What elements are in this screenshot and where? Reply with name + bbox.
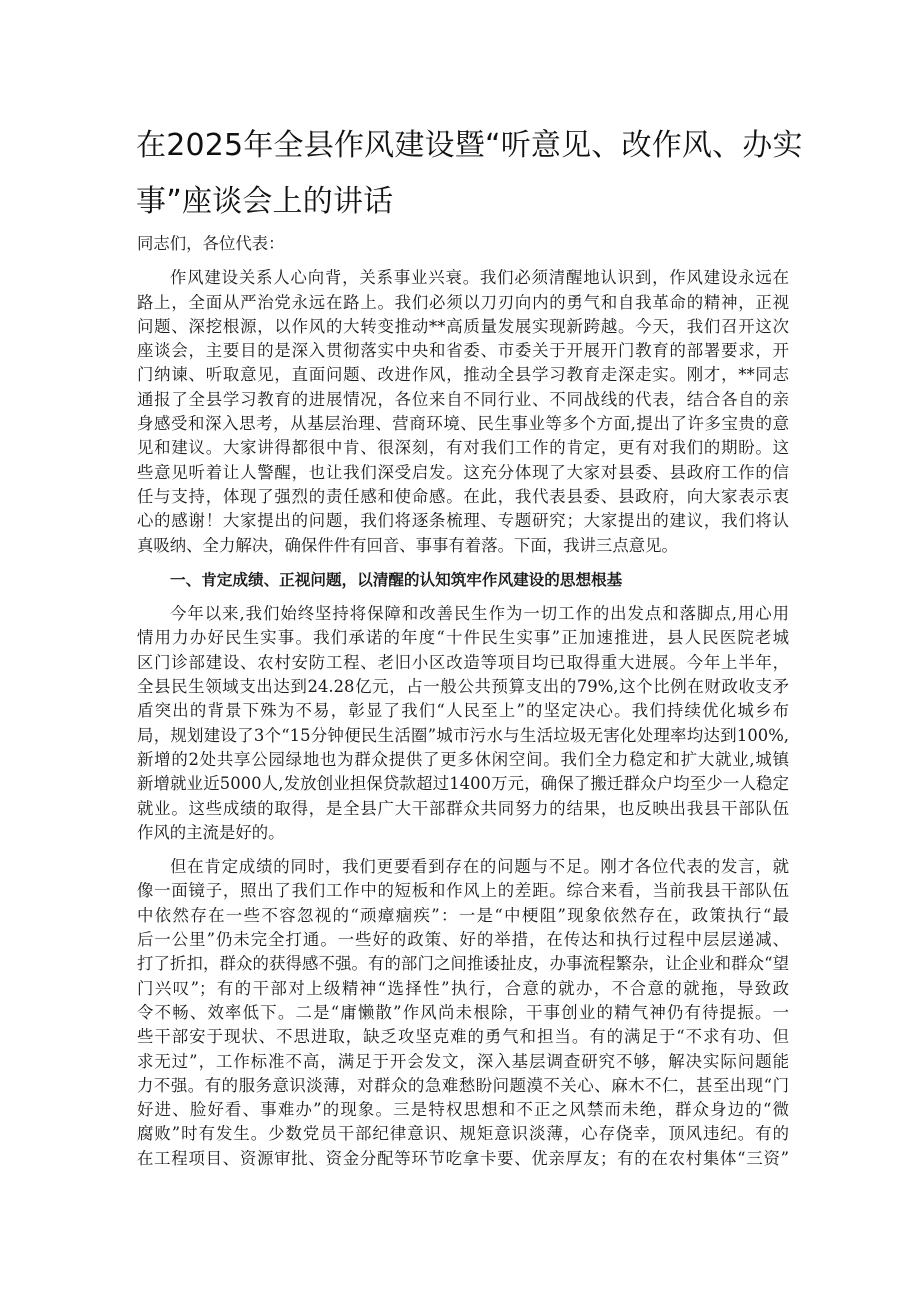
text-line: 门兴叹”；有的干部对上级精神“选择性”执行，合意的就办，不合意的就拖，导致政 bbox=[137, 978, 789, 998]
text-line: 新增的2处共享公园绿地也为群众提供了更多休闲空间。我们全力稳定和扩大就业,城镇 bbox=[137, 749, 789, 769]
paragraph-problems bbox=[137, 855, 789, 1171]
document-title bbox=[136, 118, 803, 230]
text-line: 些意见听着让人警醒，也让我们深受启发。这充分体现了大家对县委、县政府工作的信 bbox=[137, 462, 789, 482]
text-line: 身感受和深入思考，从基层治理、营商环境、民生事业等多个方面,提出了许多宝贵的意 bbox=[137, 414, 789, 434]
title-line: 事”座谈会上的讲话 bbox=[136, 184, 394, 219]
text-line: 新增就业近5000人,发放创业担保贷款超过1400万元，确保了搬迁群众户均至少一人稳定 bbox=[137, 774, 789, 794]
text-line: 路上，全面从严治党永远在路上。我们必须以刀刃向内的勇气和自我革命的精神，正视 bbox=[137, 292, 789, 312]
text-line: 好进、脸好看、事难办”的现象。三是特权思想和不正之风禁而未绝，群众身边的“微 bbox=[137, 1100, 789, 1120]
text-line: 盾突出的背景下殊为不易，彰显了我们“人民至上”的坚定决心。我们持续优化城乡布 bbox=[137, 701, 789, 721]
text-line: 在工程项目、资源审批、资金分配等环节吃拿卡要、优亲厚友；有的在农村集体“三资” bbox=[137, 1148, 789, 1168]
text-line: 作风建设关系人心向背，关系事业兴衰。我们必须清醒地认识到，作风建设永远在 bbox=[170, 268, 789, 288]
text-line: 力不强。有的服务意识淡薄，对群众的急难愁盼问题漠不关心、麻木不仁，甚至出现“门 bbox=[137, 1075, 789, 1095]
document-body bbox=[137, 232, 789, 1171]
text-line: 区门诊部建设、农村安防工程、老旧小区改造等项目均已取得重大进展。今年上半年， bbox=[137, 652, 789, 672]
text-line: 求无过”，工作标准不高，满足于开会发文，深入基层调查研究不够，解决实际问题能 bbox=[137, 1051, 789, 1071]
text-line: 些干部安于现状、不思进取，缺乏攻坚克难的勇气和担当。有的满足于“不求有功、但 bbox=[137, 1027, 789, 1047]
text-line: 见和建议。大家讲得都很中肯、很深刻，有对我们工作的肯定，更有对我们的期盼。这 bbox=[137, 438, 789, 458]
text-line: 后一公里”仍未完全打通。一些好的政策、好的举措，在传达和执行过程中层层递减、 bbox=[137, 930, 789, 950]
text-line: 心的感谢！大家提出的问题，我们将逐条梳理、专题研究；大家提出的建议，我们将认 bbox=[137, 511, 789, 531]
paragraph-achievements bbox=[137, 602, 789, 845]
text-line: 通报了全县学习教育的进展情况，各位来自不同行业、不同战线的代表，结合各自的亲 bbox=[137, 389, 789, 409]
text-line: 但在肯定成绩的同时，我们更要看到存在的问题与不足。刚才各位代表的发言，就 bbox=[170, 857, 789, 877]
text-line: 门纳谏、听取意见，直面问题、改进作风，推动全县学习教育走深走实。刚才，**同志 bbox=[137, 365, 789, 385]
text-line: 真吸纳、全力解决，确保件件有回音、事事有着落。下面，我讲三点意见。 bbox=[137, 535, 678, 555]
text-line: 令不畅、效率低下。二是“庸懒散”作风尚未根除，干事创业的精气神仍有待提振。一 bbox=[137, 1002, 789, 1022]
text-line: 座谈会，主要目的是深入贯彻落实中央和省委、市委关于开展开门教育的部署要求，开 bbox=[137, 341, 789, 361]
text-line: 问题、深挖根源，以作风的大转变推动**高质量发展实现新跨越。今天，我们召开这次 bbox=[137, 316, 789, 336]
text-line: 中依然存在一些不容忽视的“顽瘴痼疾”：一是“中梗阻”现象依然存在，政策执行“最 bbox=[137, 905, 789, 925]
text-line: 像一面镜子，照出了我们工作中的短板和作风上的差距。综合来看，当前我县干部队伍 bbox=[137, 881, 789, 901]
text-line: 作风的主流是好的。 bbox=[137, 822, 285, 842]
text-line: 就业。这些成绩的取得，是全县广大干部群众共同努力的结果，也反映出我县干部队伍 bbox=[137, 798, 789, 818]
salutation: 同志们，各位代表： bbox=[137, 234, 285, 253]
section-heading: 一、肯定成绩、正视问题，以清醒的认知筑牢作风建设的思想根基 bbox=[170, 570, 623, 589]
text-line: 局，规划建设了3个“15分钟便民生活圈”城市污水与生活垃圾无害化处理率均达到100%, bbox=[137, 725, 789, 745]
text-line: 任与支持，体现了强烈的责任感和使命感。在此，我代表县委、县政府，向大家表示衷 bbox=[137, 486, 789, 506]
text-line: 情用力办好民生实事。我们承诺的年度“十件民生实事”正加速推进，县人民医院老城 bbox=[137, 628, 789, 648]
text-line: 打了折扣，群众的获得感不强。有的部门之间推诿扯皮，办事流程繁杂，让企业和群众“望 bbox=[137, 954, 789, 974]
paragraph-intro bbox=[137, 266, 789, 558]
title-line: 在2025年全县作风建设暨“听意见、改作风、办实 bbox=[136, 128, 803, 163]
text-line: 腐败”时有发生。少数党员干部纪律意识、规矩意识淡薄，心存侥幸，顶风违纪。有的 bbox=[137, 1124, 789, 1144]
text-line: 全县民生领域支出达到24.28亿元，占一般公共预算支出的79%,这个比例在财政收支矛 bbox=[137, 677, 789, 697]
text-line: 今年以来,我们始终坚持将保障和改善民生作为一切工作的出发点和落脚点,用心用 bbox=[170, 604, 789, 624]
